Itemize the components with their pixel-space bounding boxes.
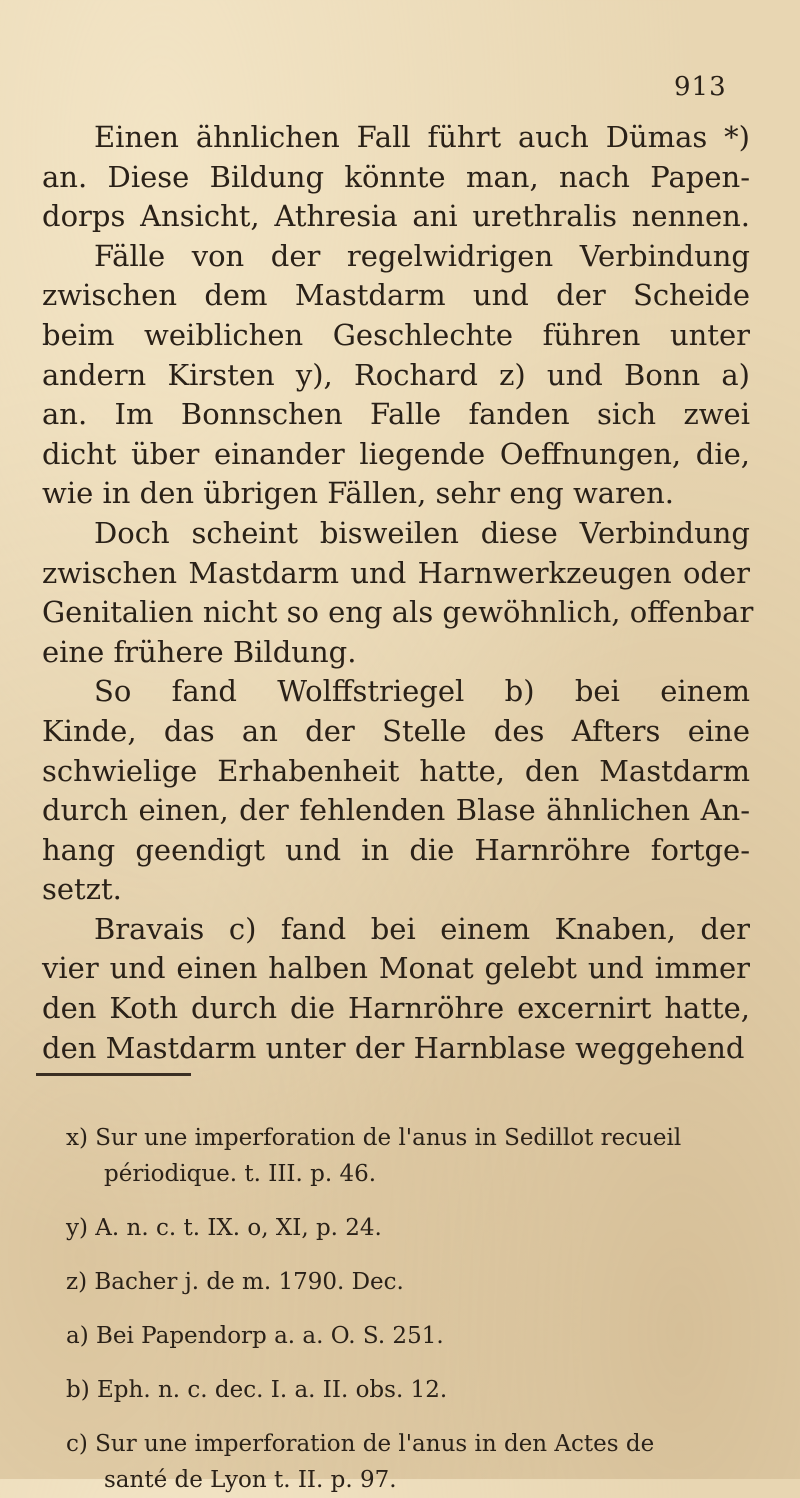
text-line: eine frühere Bildung. [42,634,357,669]
footnote: y) A. n. c. t. IX. o, XI, p. 24. [66,1215,382,1241]
body-text [42,118,754,1068]
text-line: dorps Ansicht, Athresia ani urethralis nennen. [42,199,750,234]
footnote: a) Bei Papendorp a. a. O. S. 251. [66,1323,444,1349]
text-line: andern Kirsten y), Rochard z) und Bonn a) [42,357,750,392]
footnote: z) Bacher j. de m. 1790. Dec. [66,1269,404,1295]
text-line: zwischen dem Mastdarm und der Scheide [42,278,750,313]
footnote-continuation: périodique. t. III. p. 46. [104,1161,377,1187]
text-line: Genitalien nicht so eng als gewöhnlich, offenbar [42,595,754,630]
text-line: Doch scheint bisweilen diese Verbindung [94,515,750,550]
footnotes [66,1120,756,1498]
footnote-divider [36,1073,191,1076]
text-line: Bravais c) fand bei einem Knaben, der [94,911,750,946]
text-line: hang geendigt und in die Harnröhre fortge- [42,832,750,867]
text-line: dicht über einander liegende Oeffnungen, die, [42,436,750,471]
text-line: So fand Wolffstriegel b) bei einem [94,674,750,709]
footnote: x) Sur une imperforation de l'anus in Sedillot recueil [66,1125,682,1151]
text-line: an. Im Bonnschen Falle fanden sich zwei [42,397,750,432]
text-line: durch einen, der fehlenden Blase ähnlichen An- [42,793,750,828]
text-line: wie in den übrigen Fällen, sehr eng waren. [42,476,674,511]
text-line: zwischen Mastdarm und Harnwerkzeugen oder [42,555,750,590]
text-line: Fälle von der regelwidrigen Verbindung [94,238,750,273]
text-line: setzt. [42,872,122,907]
text-line: an. Diese Bildung könnte man, nach Papen- [42,159,750,194]
footnote-continuation: santé de Lyon t. II. p. 97. [104,1467,397,1493]
text-line: den Mastdarm unter der Harnblase weggehend [42,1030,745,1065]
footnote: b) Eph. n. c. dec. I. a. II. obs. 12. [66,1377,448,1403]
text-line: vier und einen halben Monat gelebt und immer [42,951,750,986]
text-line: Kinde, das an der Stelle des Afters eine [42,713,750,748]
text-line: den Koth durch die Harnröhre excernirt hatte, [42,991,750,1026]
text-line: beim weiblichen Geschlechte führen unter [42,317,750,352]
page-number: 913 [674,72,727,102]
text-line: schwielige Erhabenheit hatte, den Mastdarm [42,753,750,788]
text-line: Einen ähnlichen Fall führt auch Dümas *) [94,120,750,154]
footnote: c) Sur une imperforation de l'anus in den Actes de [66,1431,655,1457]
